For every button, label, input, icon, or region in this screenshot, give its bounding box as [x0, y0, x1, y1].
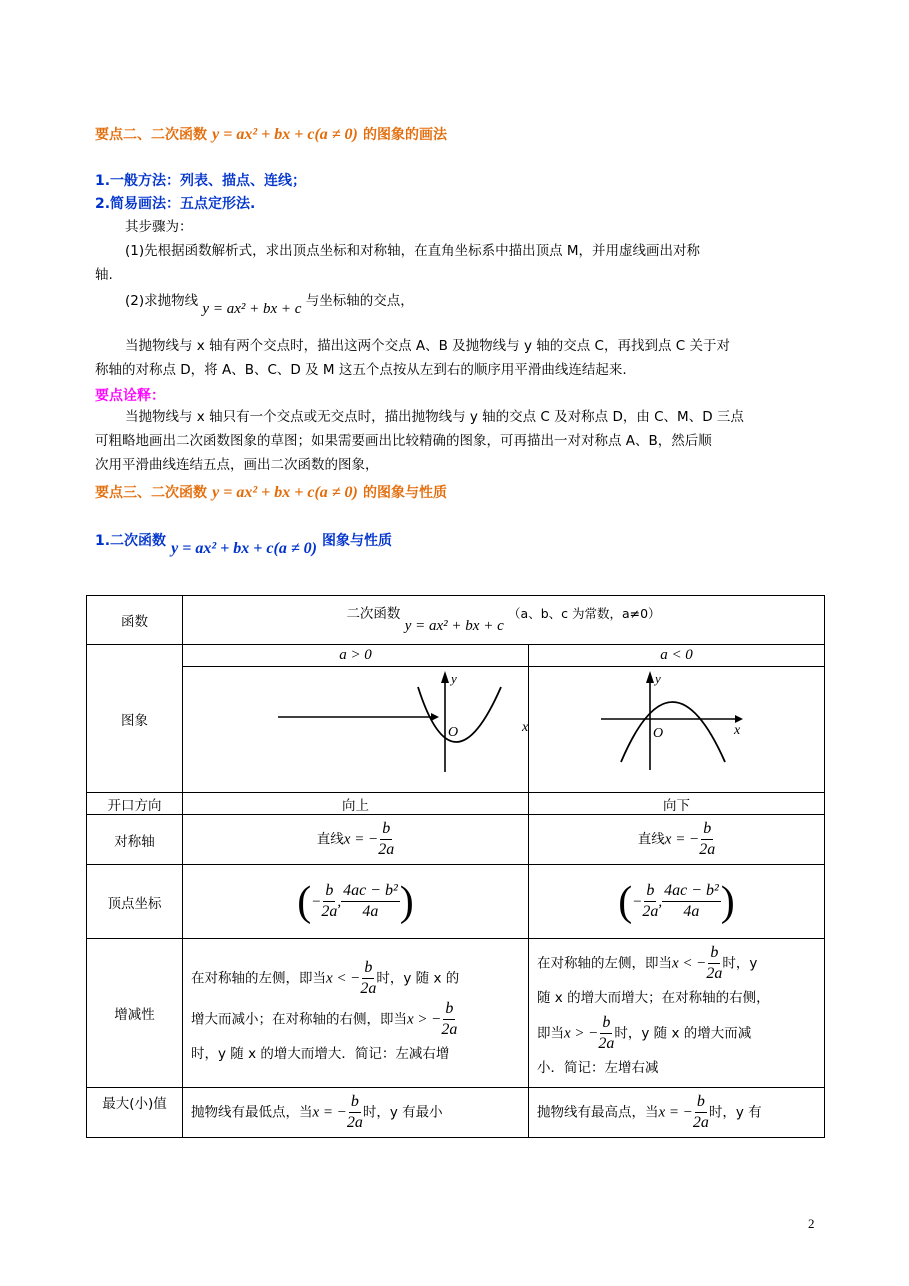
para1-line1: 当抛物线与 x 轴有两个交点时，描出这两个交点 A、B 及抛物线与 y 轴的交点 C，再找到点 C 关于对	[125, 338, 730, 354]
graph-neg-cell	[529, 667, 825, 793]
row-label-extremum: 最大(小)值	[87, 1088, 183, 1138]
axis-pos: 直线x = − $\frac{b}{2a}$	[183, 815, 529, 865]
parabola-curve	[621, 702, 725, 762]
function-cell: 二次函数 y = ax² + bx + c （a、b、c 为常数，a≠0）	[183, 596, 825, 645]
section3-heading-formula: y = ax² + bx + c(a ≠ 0)	[212, 484, 358, 501]
col-header-neg: a < 0	[529, 645, 825, 667]
mono-pos: 在对称轴的左侧，即当x < − $\frac{b}{2a}$ 时，y 随 x 的 增大而减小；在对称轴的右侧，即当x > − $\frac{b}{2a}$ 时，y 随 x 的增大而增大．简记：左减右增	[183, 939, 529, 1088]
graph-downward-parabola	[529, 667, 824, 788]
table-row	[87, 865, 825, 939]
note-title: 要点诠释：	[95, 388, 165, 404]
table-row	[87, 793, 825, 815]
origin-label: O	[448, 725, 459, 740]
note-line3: 次用平滑曲线连结五点，画出二次函数的图象，	[95, 457, 379, 473]
step2-formula: y = ax² + bx + c	[202, 301, 302, 317]
row-label-vertex: 顶点坐标	[87, 865, 183, 939]
section2-heading: 要点二、二次函数 y = ax² + bx + c(a ≠ 0) 的图象的画法	[95, 126, 447, 143]
open-neg: 向下	[529, 793, 825, 815]
x-label: x	[522, 720, 528, 735]
section2-item2: 2.简易画法：五点定形法.	[95, 196, 256, 212]
table-row	[87, 815, 825, 865]
vertex-neg: (− $\frac{b}{2a}$ , $\frac{\text{4ac − b²}}{4a}$ )	[529, 865, 825, 939]
table-row	[87, 667, 825, 793]
page-number: 2	[808, 1216, 815, 1231]
table-row	[87, 939, 825, 1088]
x-axis-arrow	[735, 715, 743, 723]
section3-heading: 要点三、二次函数 y = ax² + bx + c(a ≠ 0) 的图象与性质	[95, 484, 447, 501]
mono-neg: 在对称轴的左侧，即当x < − $\frac{b}{2a}$ 时，y 随 x 的增大而增大；在对称轴的右侧， 即当x > − $\frac{b}{2a}$ 时，y 随 x 的增大而减 小．简记：左增右减	[529, 939, 825, 1088]
table-row	[87, 645, 825, 667]
y-label: y	[655, 671, 661, 686]
x-label: x	[734, 723, 741, 738]
properties-table	[86, 595, 825, 1138]
step1-line1: (1)先根据函数解析式，求出顶点坐标和对称轴，在直角坐标系中描出顶点 M，并用虚线画出对称	[125, 243, 701, 259]
graph-pos-cell	[183, 667, 529, 793]
row-label-graph: 图象	[87, 645, 183, 793]
axis-neg: 直线x = − $\frac{b}{2a}$	[529, 815, 825, 865]
fraction: $\frac{b}{2a}$	[699, 820, 716, 858]
table-row	[87, 1088, 825, 1138]
section3-sub1: 1.二次函数 y = ax² + bx + c(a ≠ 0) 图象与性质	[95, 533, 393, 557]
row-label-axis: 对称轴	[87, 815, 183, 865]
graph-upward-parabola	[183, 667, 528, 788]
y-axis-arrow	[441, 671, 449, 683]
section3-sub1-formula: y = ax² + bx + c(a ≠ 0)	[171, 540, 317, 557]
note-line1: 当抛物线与 x 轴只有一个交点或无交点时，描出抛物线与 y 轴的交点 C 及对称点 D，由 C、M、D 三点	[125, 409, 744, 425]
section2-heading-formula: y = ax² + bx + c(a ≠ 0)	[212, 126, 358, 143]
para1-line2: 称轴的对称点 D，将 A、B、C、D 及 M 这五个点按从左到右的顺序用平滑曲线连结起来.	[95, 362, 627, 378]
parabola-curve	[418, 687, 501, 742]
y-label: y	[451, 671, 457, 686]
table-row	[87, 596, 825, 645]
step1-line2: 轴.	[95, 267, 113, 283]
y-axis-arrow	[646, 671, 654, 683]
step2: (2)求抛物线 y = ax² + bx + c 与坐标轴的交点，	[125, 293, 414, 317]
ext-neg: 抛物线有最高点，当x = − $\frac{b}{2a}$ 时，y 有	[529, 1088, 825, 1138]
function-formula: y = ax² + bx + c	[404, 617, 504, 634]
section2-item1: 1.一般方法：列表、描点、连线；	[95, 173, 307, 189]
fraction: $\frac{b}{2a}$	[378, 820, 395, 858]
origin-label: O	[653, 726, 664, 741]
row-label-open: 开口方向	[87, 793, 183, 815]
x-axis-arrow	[431, 713, 439, 721]
row-label-function: 函数	[87, 596, 183, 645]
ext-pos: 抛物线有最低点，当x = − $\frac{b}{2a}$ 时，y 有最小	[183, 1088, 529, 1138]
vertex-pos: (− $\frac{b}{2a}$ , $\frac{\text{4ac − b²}}{4a}$ )	[183, 865, 529, 939]
steps-intro: 其步骤为：	[125, 219, 193, 235]
col-header-pos: a > 0	[183, 645, 529, 667]
note-line2: 可粗略地画出二次函数图象的草图；如果需要画出比较精确的图象，可再描出一对对称点 A、B，然后顺	[95, 433, 712, 449]
row-label-monotonicity: 增减性	[87, 939, 183, 1088]
open-pos: 向上	[183, 793, 529, 815]
